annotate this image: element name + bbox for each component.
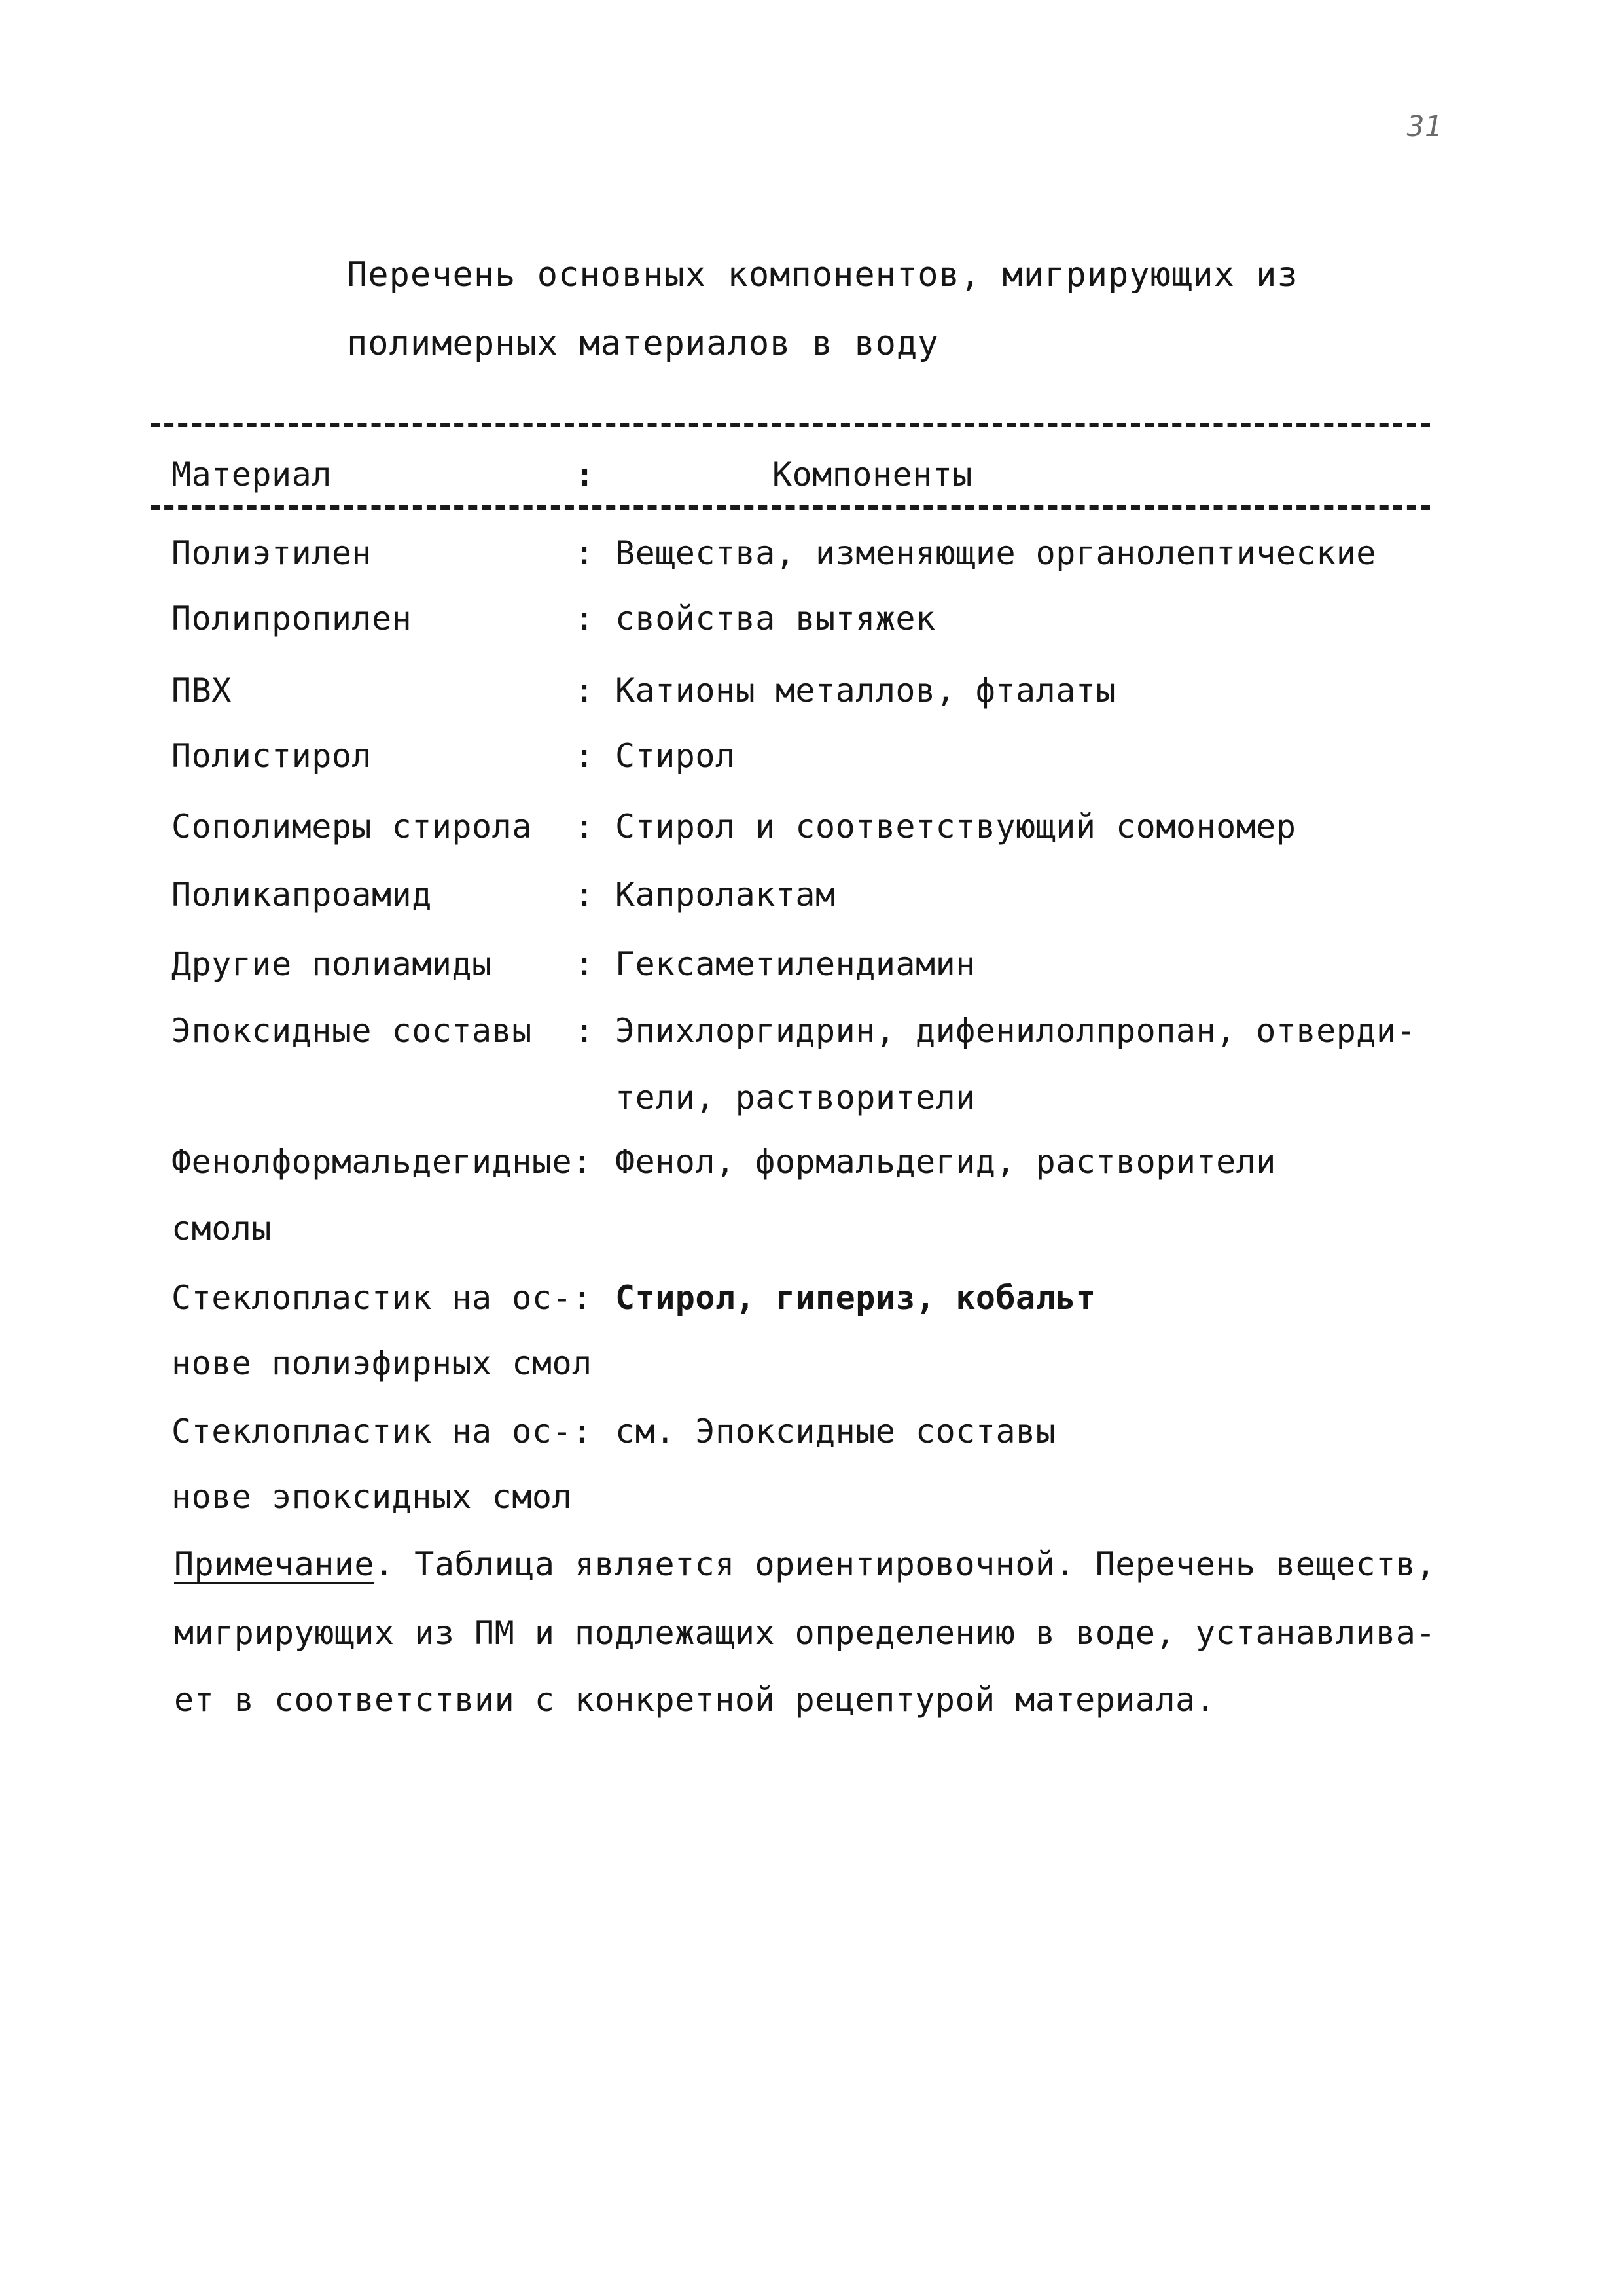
row-material: Стеклопластик на ос-: (171, 1412, 592, 1450)
title-line-1: Перечень основных компонентов, мигрирующих из (347, 255, 1298, 295)
row-components: Фенол, формальдегид, растворители (615, 1143, 1276, 1181)
row-components: см. Эпоксидные составы (615, 1412, 1056, 1450)
row-material: Другие полиамиды (171, 945, 492, 983)
row-material: Полиэтилен (171, 534, 372, 572)
row-material: Полистирол (171, 737, 372, 775)
note-line-1-text: . Таблица является ориентировочной. Перечень веществ, (374, 1545, 1436, 1583)
row-separator: : (575, 876, 595, 914)
row-separator: : (575, 737, 595, 775)
row-components: свойства вытяжек (615, 600, 936, 637)
row-material: Полипропилен (171, 600, 412, 637)
row-material: Эпоксидные составы (171, 1012, 532, 1050)
row-material-continued: нове полиэфирных смол (171, 1344, 592, 1382)
note-line-2: мигрирующих из ПМ и подлежащих определению в воде, устанавлива- (174, 1614, 1436, 1652)
note-line-1 (174, 1545, 1436, 1583)
header-separator: : (575, 456, 595, 493)
title-line-2: полимерных материалов в воду (347, 324, 939, 363)
note-line-3: ет в соответствии с конкретной рецептурой материала. (174, 1681, 1216, 1719)
header-components: Компоненты (772, 456, 973, 493)
row-components: Вещества, изменяющие органолептические (615, 534, 1376, 572)
row-material: Сополимеры стирола (171, 808, 532, 846)
row-components: Стирол, гипериз, кобальт (615, 1279, 1096, 1317)
row-components: Стирол (615, 737, 736, 775)
row-separator: : (575, 808, 595, 846)
table-top-rule (151, 423, 1430, 427)
note-label: Примечание (174, 1545, 375, 1583)
row-separator: : (575, 534, 595, 572)
row-components: Катионы металлов, фталаты (615, 672, 1116, 709)
row-material-continued: нове эпоксидных смол (171, 1478, 573, 1516)
row-components: Эпихлоргидрин, дифенилолпропан, отверди- (615, 1012, 1417, 1050)
row-separator: : (575, 1012, 595, 1050)
row-separator: : (575, 600, 595, 637)
header-material: Материал (171, 456, 332, 493)
row-separator: : (575, 945, 595, 983)
row-components-continued: тели, растворители (615, 1079, 976, 1117)
row-components: Стирол и соответствующий сомономер (615, 808, 1296, 846)
row-material: Поликапроамид (171, 876, 432, 914)
row-separator: : (575, 672, 595, 709)
table-header-rule (151, 505, 1430, 510)
row-material: ПВХ (171, 672, 232, 709)
page-number: 31 (1407, 110, 1442, 143)
row-material: Стеклопластик на ос-: (171, 1279, 592, 1317)
row-material-continued: смолы (171, 1210, 272, 1247)
row-components: Капролактам (615, 876, 836, 914)
row-components: Гексаметилендиамин (615, 945, 976, 983)
row-material: Фенолформальдегидные: (171, 1143, 592, 1181)
